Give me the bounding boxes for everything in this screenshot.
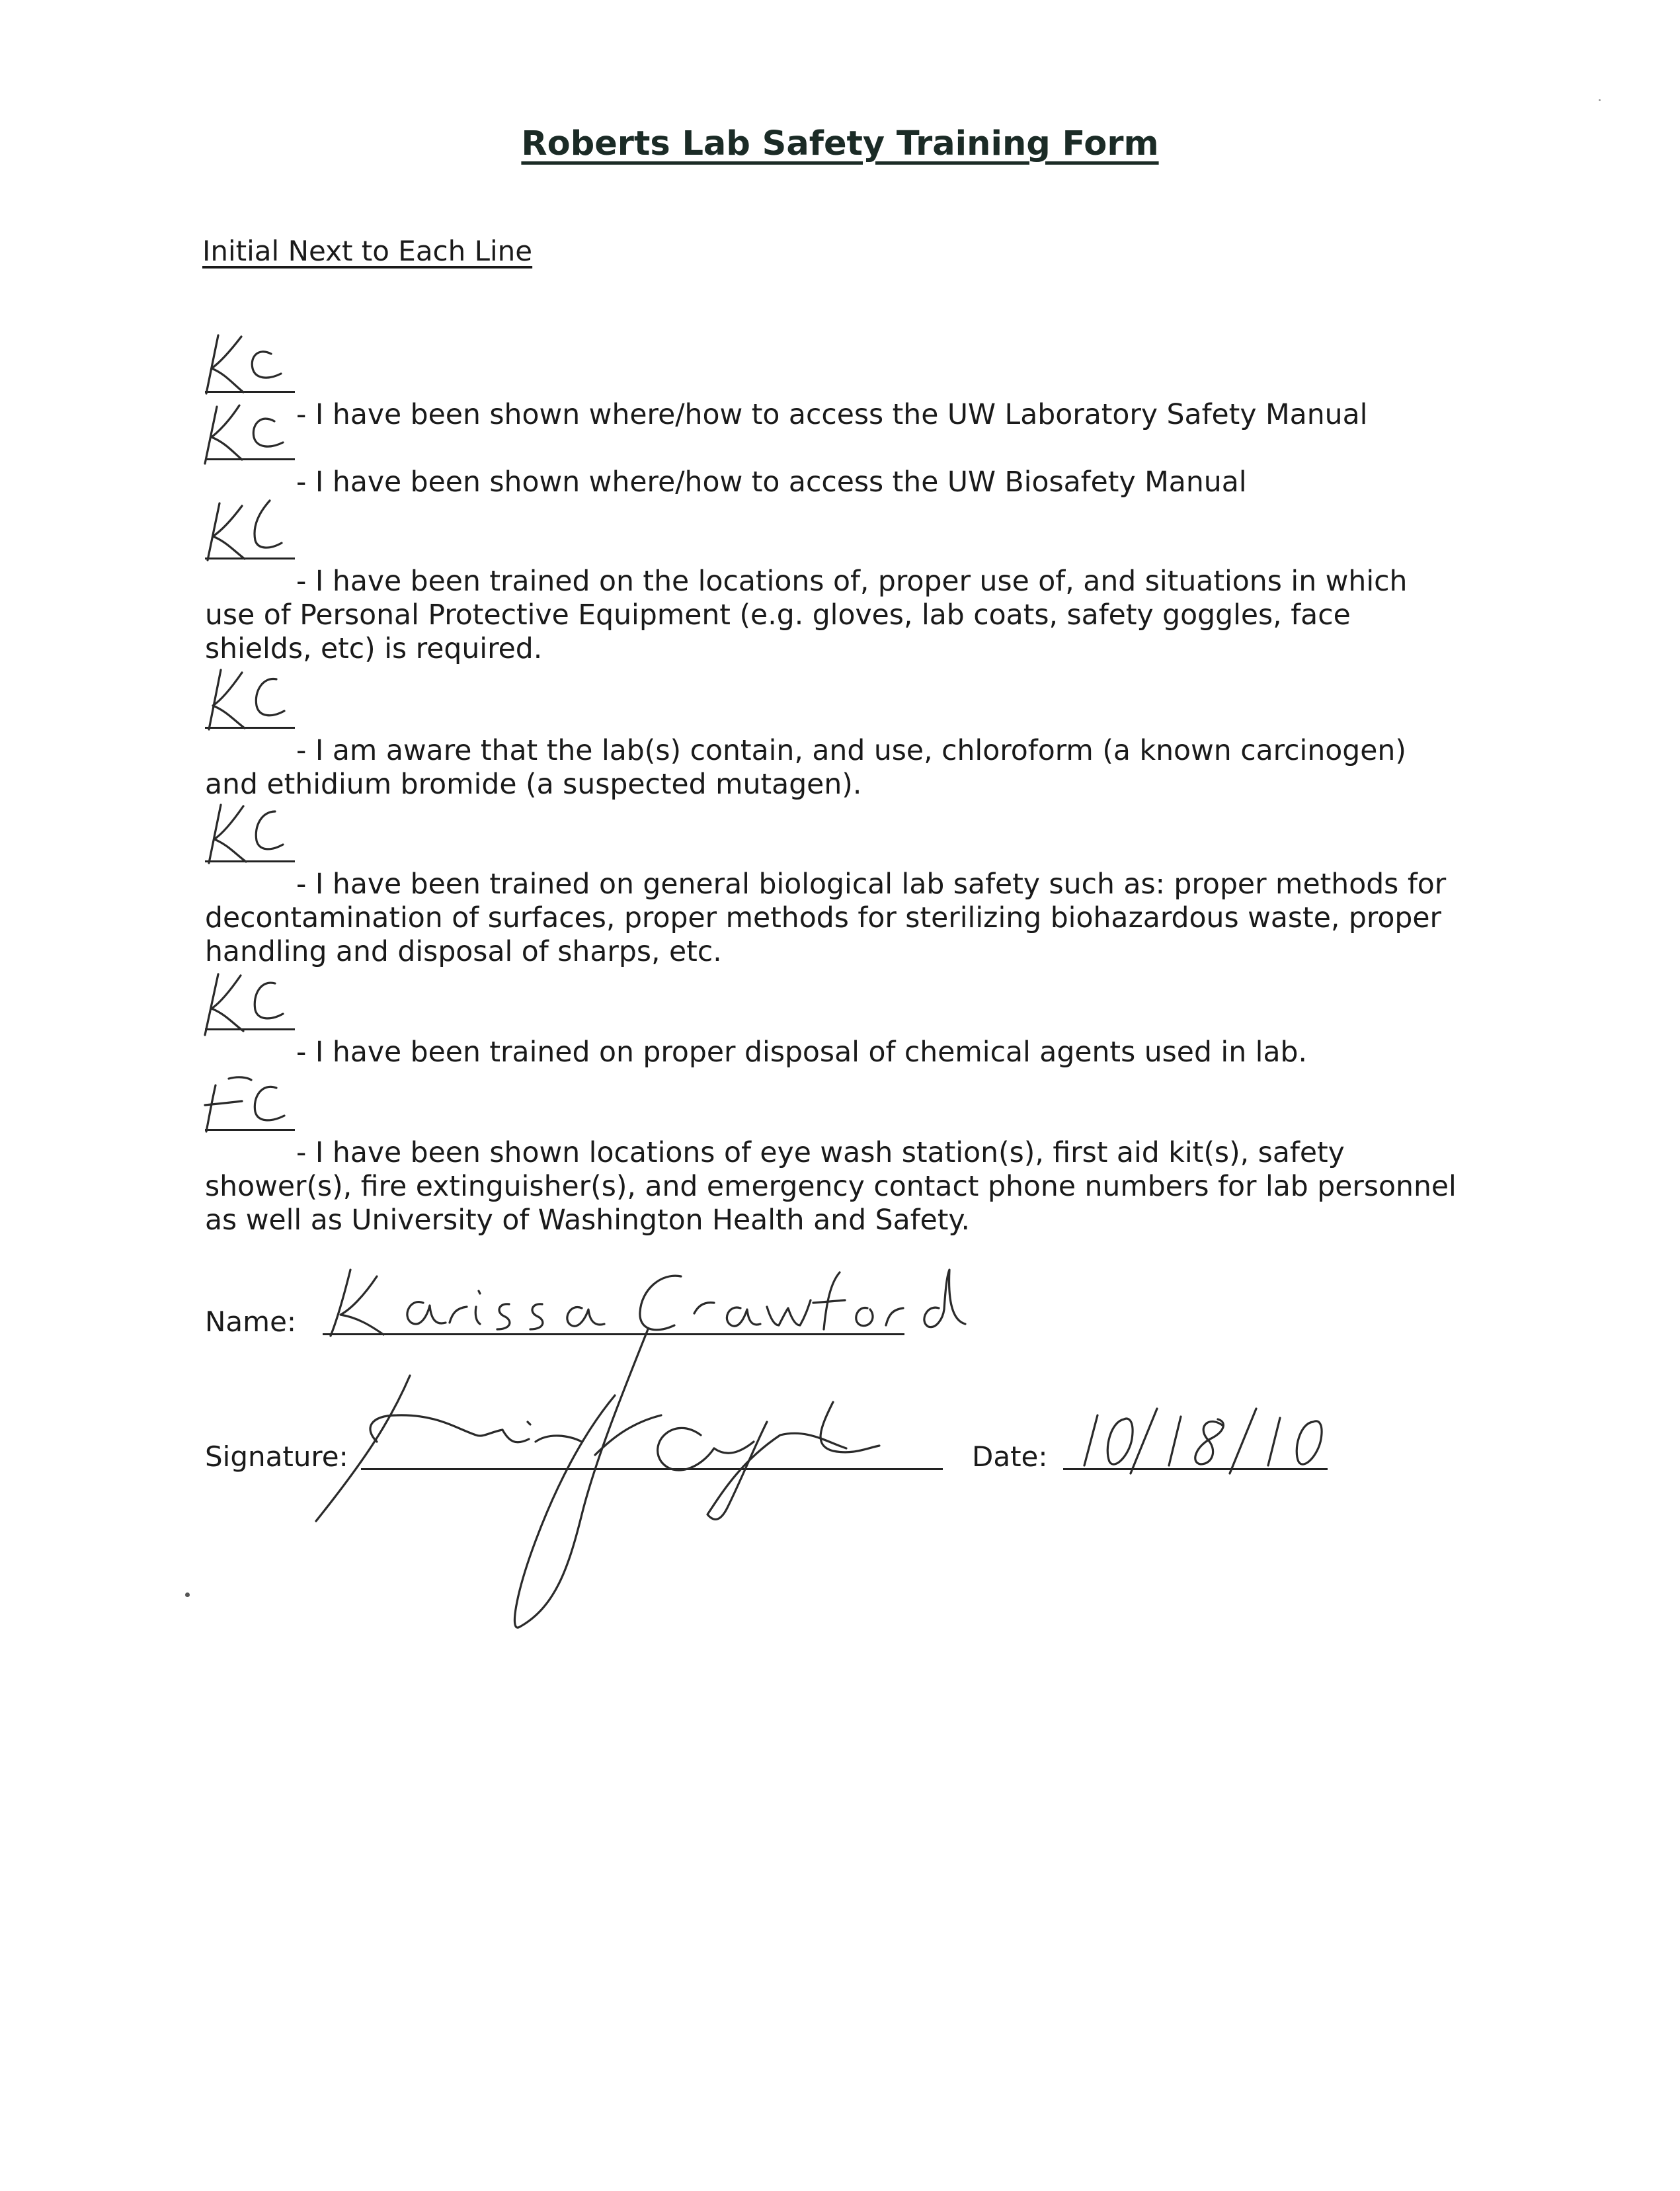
date-label: Date: xyxy=(972,1440,1048,1473)
initials-field[interactable] xyxy=(205,432,295,460)
name-label: Name: xyxy=(205,1305,297,1338)
handwritten-initials xyxy=(192,965,298,1038)
initials-field[interactable] xyxy=(205,1002,295,1030)
handwritten-initials xyxy=(192,395,298,468)
checklist-item-emergency-locations xyxy=(205,1069,1494,1237)
scan-speck xyxy=(1599,99,1601,101)
scan-mark xyxy=(185,1592,190,1597)
initials-field[interactable] xyxy=(205,364,295,393)
checklist-item-text: - I have been trained on proper disposal of chemical agents used in lab. xyxy=(296,1036,1308,1069)
checklist-item-text: - I have been shown where/how to access the UW Biosafety Manual xyxy=(296,466,1247,499)
handwritten-initials xyxy=(192,1065,298,1138)
handwritten-initials xyxy=(192,494,298,567)
initials-field[interactable] xyxy=(205,1102,295,1131)
handwritten-date xyxy=(1071,1402,1336,1475)
checklist-item-text: - I have been trained on general biological lab safety such as: proper methods for decontamination of surfaces, proper methods for sterilizing biohazardous waste, proper handling and disposal of sharps, etc. xyxy=(205,868,1447,968)
checklist-item-biosafety-manual xyxy=(205,398,1494,499)
handwritten-initials xyxy=(192,797,298,870)
instruction-heading: Initial Next to Each Line xyxy=(202,235,533,267)
checklist-item-text: - I have been shown locations of eye wash station(s), first aid kit(s), safety shower(s), fire extinguisher(s), and emergency contact phone numbers for lab personnel as well as University of Washington Health and Safety. xyxy=(205,1137,1457,1237)
initials-field[interactable] xyxy=(205,531,295,559)
checklist-item-ppe xyxy=(205,497,1494,666)
initials-field[interactable] xyxy=(205,834,295,862)
handwritten-signature xyxy=(304,1316,952,1647)
checklist-item-text: - I have been shown where/how to access the UW Laboratory Safety Manual xyxy=(296,399,1368,431)
form-title: Roberts Lab Safety Training Form xyxy=(521,124,1159,163)
handwritten-initials xyxy=(192,663,298,736)
checklist-item-biological-safety xyxy=(205,800,1494,969)
checklist-item-chemical-awareness xyxy=(205,667,1494,802)
checklist-item-text: - I have been trained on the locations of, proper use of, and situations in which use of Personal Protective Equipment (e.g. gloves, lab coats, safety goggles, face shields, etc) is required. xyxy=(205,565,1408,665)
checklist-item-chemical-disposal xyxy=(205,968,1494,1069)
signature-label: Signature: xyxy=(205,1440,348,1473)
initials-field[interactable] xyxy=(205,700,295,729)
handwritten-initials xyxy=(192,327,298,400)
checklist-item-text: - I am aware that the lab(s) contain, and use, chloroform (a known carcinogen) and ethidium bromide (a suspected mutagen). xyxy=(205,735,1406,801)
